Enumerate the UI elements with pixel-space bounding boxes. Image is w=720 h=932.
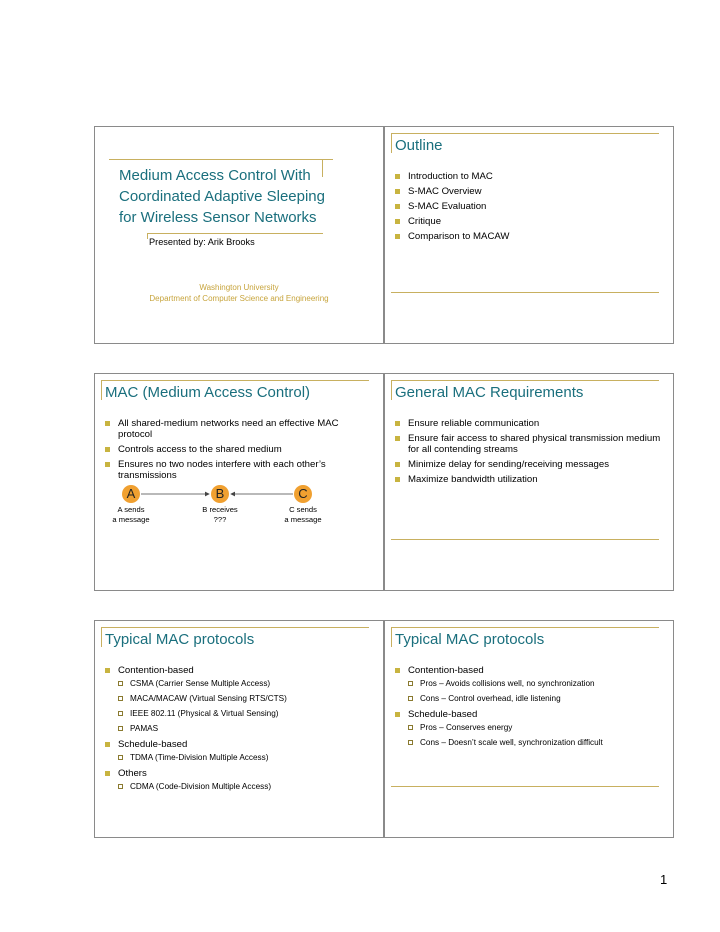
sub-item: CDMA (Code-Division Multiple Access) <box>118 782 373 792</box>
sub-item: IEEE 802.11 (Physical & Virtual Sensing) <box>118 709 373 719</box>
sub-item: CSMA (Carrier Sense Multiple Access) <box>118 679 373 689</box>
node-b-label <box>180 505 260 525</box>
group-label: Schedule-based <box>408 709 478 720</box>
institution-line: Department of Computer Science and Engineering <box>149 294 329 303</box>
title-line: Coordinated Adaptive Sleeping <box>119 188 325 205</box>
bullet-item: Critique <box>395 216 663 227</box>
sub-item: Pros – Avoids collisions well, no synchronization <box>408 679 663 689</box>
slide-heading: MAC (Medium Access Control) <box>105 384 311 401</box>
sub-list <box>408 679 663 704</box>
sub-list <box>118 782 373 792</box>
title-line: for Wireless Sensor Networks <box>119 209 317 226</box>
bullet-item: Minimize delay for sending/receiving messages <box>395 459 663 470</box>
slide-typical-pros-cons <box>384 620 674 838</box>
node-c: C <box>294 485 312 503</box>
bullet-item: Ensures no two nodes interfere with each other’s transmissions <box>105 459 373 481</box>
institution <box>95 282 383 304</box>
header-tick <box>101 627 102 647</box>
slide-heading: Typical MAC protocols <box>105 631 255 648</box>
label-line: ??? <box>213 515 227 524</box>
node-b: B <box>211 485 229 503</box>
decorative-line <box>147 233 323 234</box>
node-a: A <box>122 485 140 503</box>
slide-heading: Outline <box>395 137 443 154</box>
bullet-list <box>395 418 663 489</box>
group-label: Contention-based <box>118 665 194 676</box>
slide-title <box>94 126 384 344</box>
sub-item: Cons – Control overhead, idle listening <box>408 694 663 704</box>
footer-line <box>391 786 659 787</box>
slide-outline <box>384 126 674 344</box>
bullet-item: Maximize bandwidth utilization <box>395 474 663 485</box>
header-line <box>101 627 369 628</box>
header-line <box>391 627 659 628</box>
title-line: Medium Access Control With <box>119 167 311 184</box>
bullet-item <box>105 739 373 763</box>
label-line: A sends <box>117 505 145 514</box>
bullet-item: Controls access to the shared medium <box>105 444 373 455</box>
header-line <box>391 133 659 134</box>
footer-line <box>391 539 659 540</box>
hidden-terminal-diagram <box>95 374 385 592</box>
sub-item: PAMAS <box>118 724 373 734</box>
sub-list <box>118 679 373 734</box>
sub-item: MACA/MACAW (Virtual Sensing RTS/CTS) <box>118 694 373 704</box>
sub-list <box>118 753 373 763</box>
presentation-title <box>119 165 325 228</box>
bullet-item: S-MAC Overview <box>395 186 663 197</box>
bullet-item: Ensure reliable communication <box>395 418 663 429</box>
bullet-list <box>105 665 373 797</box>
bullet-item: All shared-medium networks need an effective MAC protocol <box>105 418 373 440</box>
presenter: Presented by: Arik Brooks <box>149 237 255 247</box>
header-line <box>391 380 659 381</box>
decorative-tick <box>147 233 148 239</box>
bullet-item <box>395 665 663 704</box>
header-tick <box>391 627 392 647</box>
sub-item: TDMA (Time-Division Multiple Access) <box>118 753 373 763</box>
label-line: a message <box>112 515 150 524</box>
slide-heading: General MAC Requirements <box>395 384 584 401</box>
label-line: a message <box>284 515 322 524</box>
bullet-list <box>395 665 663 753</box>
bullet-item: S-MAC Evaluation <box>395 201 663 212</box>
group-label: Contention-based <box>408 665 484 676</box>
sub-item: Pros – Conserves energy <box>408 723 663 733</box>
header-tick <box>391 133 392 153</box>
bullet-item <box>105 768 373 792</box>
institution-line: Washington University <box>199 283 279 292</box>
group-label: Others <box>118 768 147 779</box>
header-tick <box>391 380 392 400</box>
label-line: C sends <box>289 505 317 514</box>
bullet-item <box>395 709 663 748</box>
decorative-line <box>109 159 333 160</box>
bullet-list <box>395 171 663 246</box>
slide-requirements <box>384 373 674 591</box>
node-c-label <box>263 505 343 525</box>
slide-typical-protocols <box>94 620 384 838</box>
bullet-item: Comparison to MACAW <box>395 231 663 242</box>
page-number: 1 <box>660 872 668 887</box>
sub-item: Cons – Doesn’t scale well, synchronization difficult <box>408 738 663 748</box>
bullet-item: Ensure fair access to shared physical transmission medium for all contending streams <box>395 433 663 455</box>
node-a-label <box>91 505 171 525</box>
group-label: Schedule-based <box>118 739 188 750</box>
label-line: B receives <box>202 505 238 514</box>
sub-list <box>408 723 663 748</box>
footer-line <box>391 292 659 293</box>
bullet-item <box>105 665 373 734</box>
slide-heading: Typical MAC protocols <box>395 631 545 648</box>
slide-mac <box>94 373 384 591</box>
bullet-item: Introduction to MAC <box>395 171 663 182</box>
